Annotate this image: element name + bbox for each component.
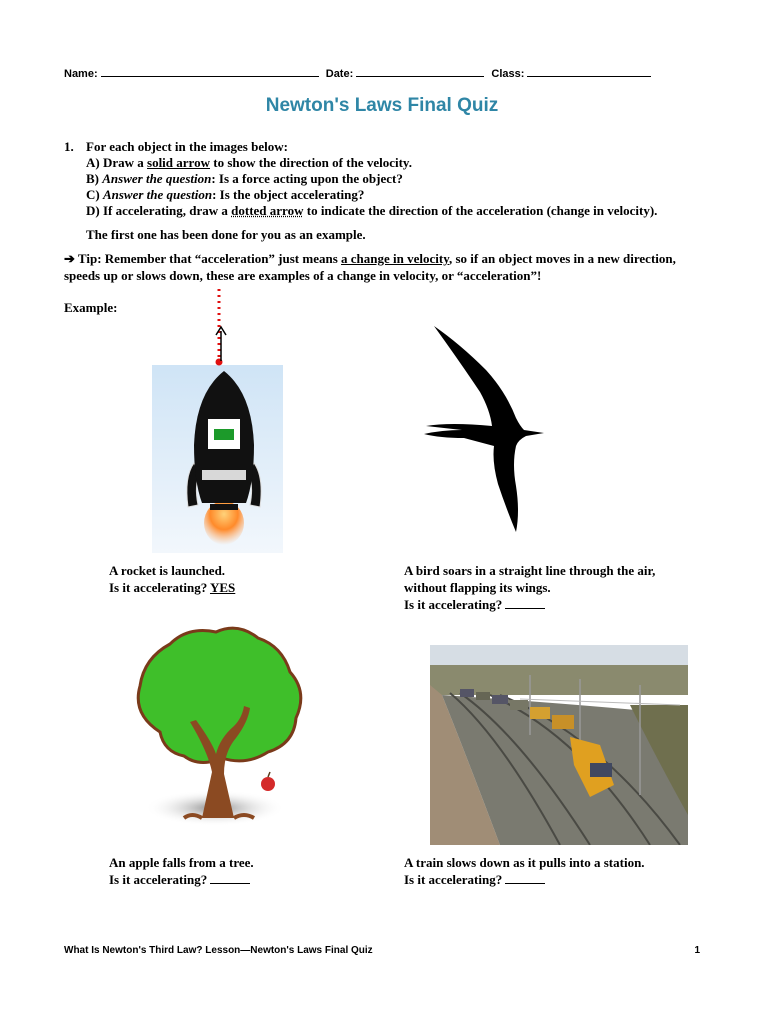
class-field[interactable] xyxy=(527,66,651,77)
apple-question: Is it accelerating? xyxy=(109,872,208,887)
question-number: 1. xyxy=(64,139,74,154)
instruction-b-suffix: : Is a force acting upon the object? xyxy=(211,171,403,186)
instruction-c-suffix: : Is the object accelerating? xyxy=(212,187,365,202)
rocket-question: Is it accelerating? xyxy=(109,580,208,595)
instruction-b-emph: Answer the question xyxy=(102,171,212,186)
rocket-caption-line: A rocket is launched. xyxy=(109,563,226,578)
footer-text: What Is Newton's Third Law? Lesson—Newton's Laws Final Quiz xyxy=(64,945,373,956)
instruction-c xyxy=(86,187,364,204)
tip xyxy=(64,250,704,284)
class-label: Class: xyxy=(491,68,525,80)
question-intro: For each object in the images below: xyxy=(86,139,288,154)
instruction-c-prefix: C) xyxy=(86,187,103,202)
header-fields xyxy=(64,66,655,80)
bird-silhouette xyxy=(424,326,544,532)
instruction-d-suffix: to indicate the direction of the acceleration (change in velocity). xyxy=(303,203,658,218)
tip-label: Tip xyxy=(77,251,98,266)
example-note: The first one has been done for you as an example. xyxy=(86,227,366,242)
rocket-window-panel xyxy=(214,429,234,440)
page-number: 1 xyxy=(694,945,700,956)
date-field[interactable] xyxy=(356,66,484,77)
instruction-a-suffix: to show the direction of the velocity. xyxy=(209,155,412,170)
arrow-right-icon: ➔ xyxy=(64,251,75,266)
bird-caption-line2: without flapping its wings. xyxy=(404,580,551,595)
train-caption xyxy=(404,854,645,888)
apple-stem xyxy=(268,772,270,777)
rocket-caption xyxy=(109,562,235,596)
rocket-answer: YES xyxy=(209,580,236,595)
train-photo xyxy=(430,645,688,845)
instruction-c-emph: Answer the question xyxy=(102,187,213,202)
rocket-band xyxy=(202,470,246,480)
tree-illustration xyxy=(130,622,310,827)
instruction-a xyxy=(86,155,412,172)
instruction-a-prefix: A) Draw a xyxy=(86,155,148,170)
rocket-illustration xyxy=(150,285,285,555)
date-label: Date: xyxy=(325,68,354,80)
apple xyxy=(261,777,275,791)
bird-answer-blank[interactable] xyxy=(505,596,545,609)
instruction-d-prefix: D) If accelerating, draw a xyxy=(86,203,232,218)
train-caption-line: A train slows down as it pulls into a station. xyxy=(404,855,645,870)
name-field[interactable] xyxy=(101,66,319,77)
bird-question: Is it accelerating? xyxy=(404,597,503,612)
name-label: Name: xyxy=(64,68,98,80)
tip-prefix: : Remember that “acceleration” just means xyxy=(97,251,342,266)
footer xyxy=(64,945,700,956)
apple-caption xyxy=(109,854,254,888)
instruction-a-emph: solid arrow xyxy=(147,155,210,170)
apple-answer-blank[interactable] xyxy=(210,871,250,884)
bird-caption xyxy=(404,562,655,613)
train-answer-blank[interactable] xyxy=(505,871,545,884)
apple-caption-line: An apple falls from a tree. xyxy=(109,855,254,870)
train-question: Is it accelerating? xyxy=(404,872,503,887)
page-title: Newton's Laws Final Quiz xyxy=(265,95,499,116)
instruction-b-prefix: B) xyxy=(86,171,103,186)
tree-canopy xyxy=(138,628,301,762)
instruction-d xyxy=(86,203,657,220)
instruction-d-emph: dotted arrow xyxy=(231,203,304,218)
tip-emph: a change in velocity xyxy=(341,251,449,266)
bird-illustration xyxy=(420,322,550,537)
example-label: Example: xyxy=(64,300,118,315)
bird-caption-line1: A bird soars in a straight line through the air, xyxy=(404,563,656,578)
tip-suffix: , so if an object moves in a new direction, speeds up or slows down, these are examples of a change in velocity, or “acceleration”! xyxy=(64,251,676,283)
instruction-b xyxy=(86,171,403,188)
train-cab xyxy=(590,763,612,777)
